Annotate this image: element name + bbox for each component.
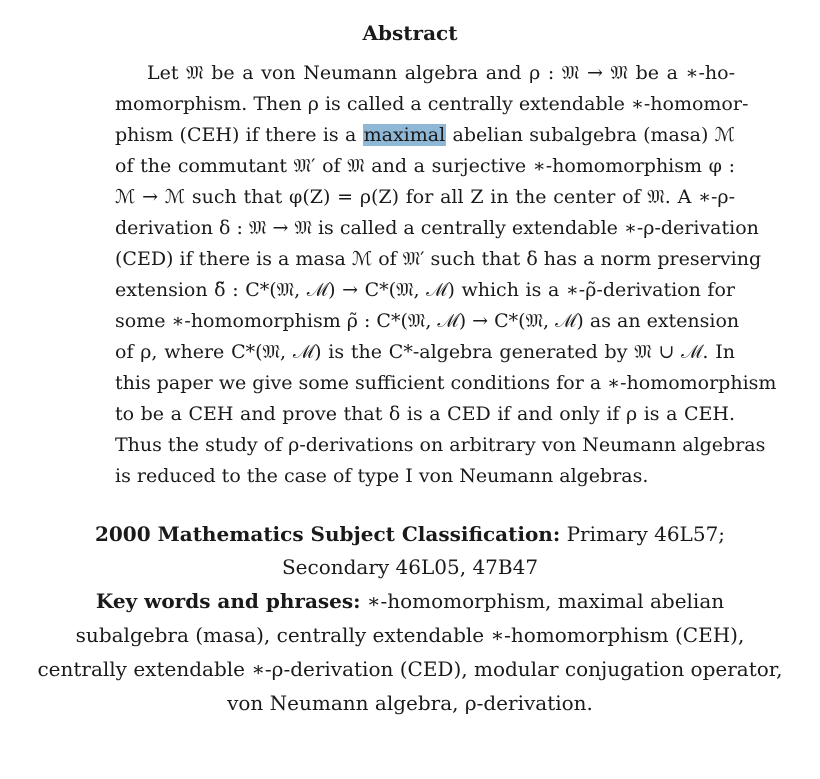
keywords-line-1-rest: ∗-homomorphism, maximal abelian (360, 589, 725, 613)
abstract-body (115, 58, 777, 492)
keywords-line-2: subalgebra (masa), centrally extendable ∗-homomorphism (CEH), (75, 623, 745, 647)
abstract-line-3-after: abelian subalgebra (masa) ℳ (446, 124, 735, 146)
abstract-line-4: of the commutant 𝔐′ of 𝔐 and a surjective ∗-homomorphism φ : (115, 155, 735, 177)
abstract-line-5: ℳ → ℳ such that φ(Z) = ρ(Z) for all Z in the center of 𝔐. A ∗-ρ- (115, 186, 735, 208)
keywords-line-4: von Neumann algebra, ρ-derivation. (227, 691, 593, 715)
classification-secondary: Secondary 46L05, 47B47 (281, 555, 539, 579)
abstract-line-2: momorphism. Then ρ is called a centrally extendable ∗-homomor- (115, 93, 749, 115)
abstract-line-8: extension δ̃ : C*(𝔐, ℳ) → C*(𝔐, ℳ) which is a ∗-ρ̃-derivation for (115, 279, 735, 301)
subject-classification (40, 518, 780, 584)
selected-word-maximal[interactable]: maximal (363, 124, 446, 146)
abstract-heading: Abstract (362, 21, 458, 45)
abstract-line-14: is reduced to the case of type I von Neumann algebras. (115, 465, 649, 487)
abstract-line-3-before: phism (CEH) if there is a (115, 124, 363, 146)
classification-line-1 (40, 518, 780, 551)
classification-label: 2000 Mathematics Subject Classification: (94, 522, 561, 546)
classification-primary: Primary 46L57; (560, 522, 726, 546)
keywords-line-3: centrally extendable ∗-ρ-derivation (CED), modular conjugation operator, (37, 657, 783, 681)
abstract-line-11: this paper we give some sufficient conditions for a ∗-homomorphism (115, 372, 777, 394)
abstract-line-12: to be a CEH and prove that δ is a CED if and only if ρ is a CEH. (115, 403, 735, 425)
keywords-line-1 (30, 584, 790, 618)
abstract-line-10: of ρ, where C*(𝔐, ℳ) is the C*-algebra generated by 𝔐 ∪ ℳ. In (115, 341, 735, 363)
abstract-line-13: Thus the study of ρ-derivations on arbitrary von Neumann algebras (115, 434, 766, 456)
abstract-line-7: (CED) if there is a masa ℳ of 𝔐′ such that δ has a norm preserving (115, 248, 762, 270)
abstract-line-3 (115, 120, 735, 151)
abstract-line-1: Let 𝔐 be a von Neumann algebra and ρ : 𝔐 → 𝔐 be a ∗-ho- (147, 62, 735, 84)
keywords-label: Key words and phrases: (95, 589, 361, 613)
abstract-line-9: some ∗-homomorphism ρ̃ : C*(𝔐, ℳ) → C*(𝔐, ℳ) as an extension (115, 310, 740, 332)
keywords-block (30, 584, 790, 720)
abstract-line-6: derivation δ : 𝔐 → 𝔐 is called a centrally extendable ∗-ρ-derivation (115, 217, 759, 239)
